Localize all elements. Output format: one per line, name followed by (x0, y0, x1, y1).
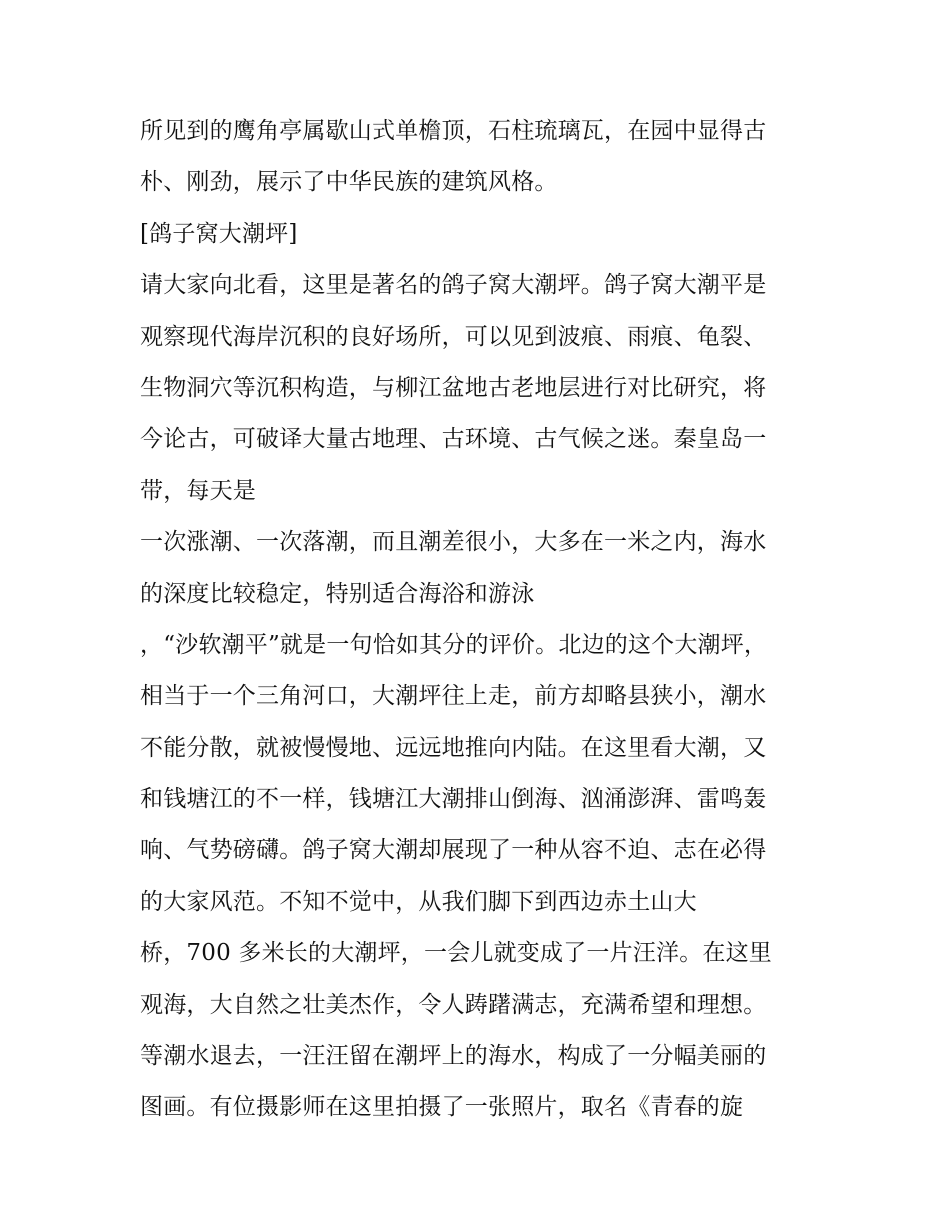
text-line: 图画。有位摄影师在这里拍摄了一张照片，取名《青春的旋 (140, 1094, 744, 1121)
text-line: 和钱塘江的不一样，钱塘江大潮排山倒海、汹涌澎湃、雷鸣轰 (140, 786, 767, 813)
text-line: 响、气势磅礴。鸽子窝大潮却展现了一种从容不迫、志在必得 (140, 837, 767, 864)
text-line: ，“沙软潮平”就是一句恰如其分的评价。北边的这个大潮坪， (140, 631, 768, 658)
text-line: 今论古，可破译大量古地理、古环境、古气候之迷。秦皇岛一 (140, 426, 767, 453)
text-line: 生物洞穴等沉积构造，与柳江盆地古老地层进行对比研究，将 (140, 374, 767, 401)
text-line: 等潮水退去，一汪汪留在潮坪上的海水，构成了一分幅美丽的 (140, 1043, 767, 1070)
body-text (140, 106, 820, 1134)
text-line: 观察现代海岸沉积的良好场所，可以见到波痕、雨痕、龟裂、 (140, 323, 767, 350)
text-line: 相当于一个三角河口，大潮坪往上走，前方却略县狭小，潮水 (140, 683, 767, 710)
text-line: 的大家风范。不知不觉中，从我们脚下到西边赤土山大 (140, 888, 697, 915)
text-line: 一次涨潮、一次落潮，而且潮差很小，大多在一米之内，海水 (140, 529, 767, 556)
text-line: 所见到的鹰角亭属歇山式单檐顶，石柱琉璃瓦，在园中显得古 (140, 118, 767, 144)
text-line: 桥，700 多米长的大潮坪，一会儿就变成了一片汪洋。在这里 (140, 940, 773, 967)
text-line: 请大家向北看，这里是著名的鸽子窝大潮坪。鸽子窝大潮平是 (140, 272, 767, 299)
text-line: 观海，大自然之壮美杰作，令人踌躇满志，充满希望和理想。 (140, 991, 767, 1018)
text-line: 朴、刚劲，展示了中华民族的建筑风格。 (140, 169, 558, 196)
text-line: 的深度比较稳定，特别适合海浴和游泳 (140, 580, 535, 607)
section-heading: [鸽子窝大潮坪] (140, 220, 298, 247)
text-line: 不能分散，就被慢慢地、远远地推向内陆。在这里看大潮，又 (140, 734, 767, 761)
text-line: 带，每天是 (140, 477, 256, 504)
